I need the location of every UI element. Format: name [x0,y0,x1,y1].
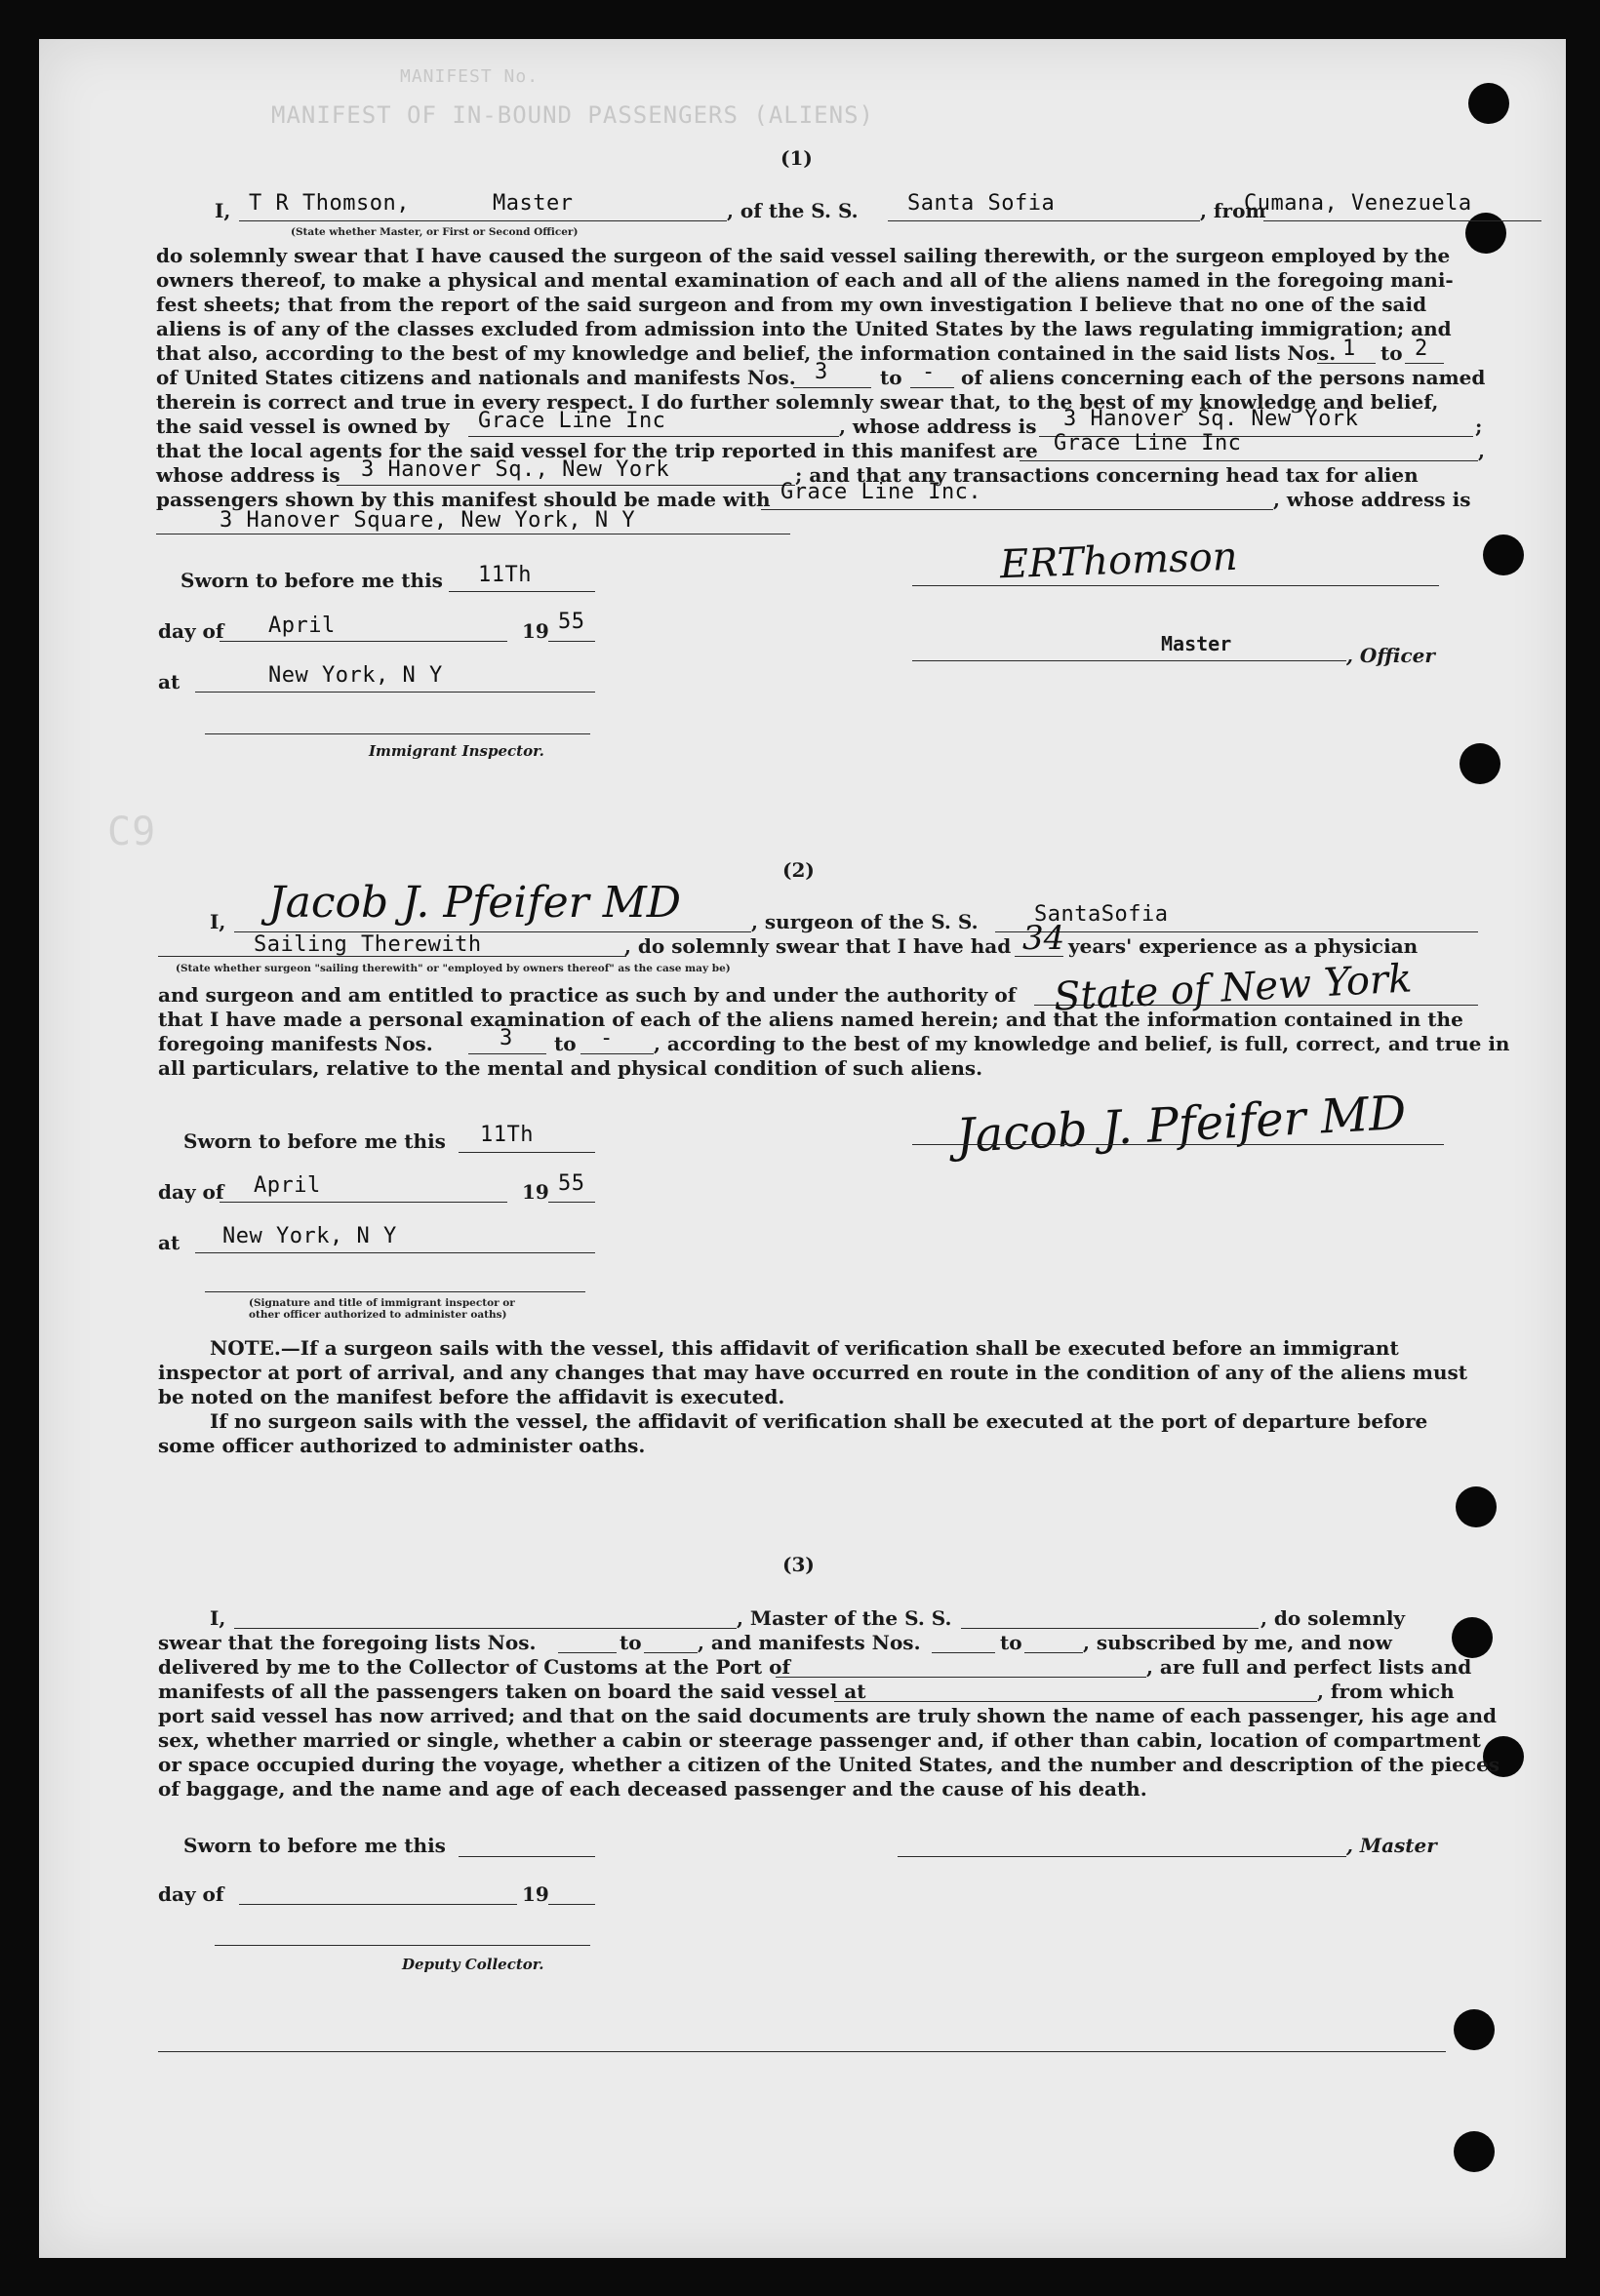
inspector-label: Immigrant Inspector. [369,742,544,760]
year-prefix: 19 [522,1180,549,1204]
para2-line5a: foregoing manifests Nos. [158,1032,433,1055]
surgeon-of-label: , surgeon of the S. S. [751,910,979,933]
section-1-number: (1) [780,146,813,170]
agents-address: 3 Hanover Sq., New York [361,457,670,482]
swear-text: , do solemnly swear that I have had [624,934,1012,958]
rule [580,1053,654,1054]
para1-line: that also, according to the best of my knowledge and belief, the information contained in the said lists Nos. [156,341,1337,365]
owned-by-label: the said vessel is owned by [156,415,450,438]
rule [912,1144,1444,1145]
punch-hole [1452,1617,1493,1658]
rule [1024,1652,1083,1653]
note-line: If no surgeon sails with the vessel, the affidavit of verification shall be executed at the port of departure before [210,1409,1428,1433]
rule [888,220,1200,221]
authority-label: and surgeon and am entitled to practice as such by and under the authority of [158,983,1017,1007]
line2e: , subscribed by me, and now [1083,1631,1392,1654]
rule [793,387,871,388]
master-title: Master [493,191,574,216]
rule [910,387,954,388]
line4b: , from which [1317,1680,1455,1703]
para3-line: port said vessel has now arrived; and that on the said documents are truly shown the name of each passenger, his age and [158,1704,1498,1727]
manifest-from: 3 [500,1026,513,1050]
rule [337,485,795,486]
rule [195,1252,595,1253]
authority: State of New York [1053,956,1414,1020]
para1-line: owners thereof, to make a physical and mental examination of each and all of the aliens named in the foregoing mani- [156,268,1454,292]
rule [205,733,590,734]
month: April [254,1173,321,1198]
para3-line: of baggage, and the name and age of each deceased passenger and the cause of his death. [158,1777,1147,1801]
place: New York, N Y [222,1224,397,1248]
manifest-to: - [600,1026,614,1050]
state-note: (State whether Master, or First or Second Officer) [291,226,579,238]
collector-label: Deputy Collector. [402,1956,544,1973]
lists-from: 1 [1342,336,1356,361]
surgeon-signature: Jacob J. Pfeifer MD [268,878,682,928]
sworn-day: 11Th [478,563,532,587]
line2b: to [620,1631,642,1654]
para1-line: do solemnly swear that I have caused the surgeon of the said vessel sailing therewith, or the surgeon employed by the [156,244,1451,267]
rule [220,1202,507,1203]
agents-label: that the local agents for the said vessel for the trip reported in this manifest are [156,439,1038,462]
manifest-to: - [922,360,936,384]
rule [644,1652,698,1653]
from-label: , from [1200,199,1266,222]
agents-address-label: whose address is [156,463,340,487]
rule [761,509,1273,510]
at-label: at [158,670,180,693]
at-label: at [158,1231,180,1254]
semicolon: ; [1475,415,1483,438]
line2c: , and manifests Nos. [698,1631,921,1654]
sig-note-1: (Signature and title of immigrant inspector or [249,1297,515,1309]
whose-address-label: , whose address is [839,415,1037,438]
punch-hole [1454,2009,1495,2050]
year-suffix: 55 [558,1171,585,1196]
rule [234,1628,737,1629]
years: 34 [1022,919,1065,958]
rule [548,1202,595,1203]
month: April [268,614,336,638]
line1a: I, [210,1606,226,1630]
punch-hole [1454,2131,1495,2172]
officer-label: , Officer [1346,644,1435,667]
rule [468,1053,546,1054]
rule [912,660,1346,661]
line1c: , do solemnly [1260,1606,1406,1630]
rule [558,1652,617,1653]
rule [239,1904,517,1905]
officer-title: Master [1161,632,1232,655]
rule [834,1701,1317,1702]
section-3-number: (3) [782,1553,815,1576]
line3b: , are full and perfect lists and [1146,1655,1472,1679]
line1b: , Master of the S. S. [737,1606,952,1630]
master-name: T R Thomson, [249,191,410,216]
years-text: years' experience as a physician [1068,934,1419,958]
punch-hole [1456,1486,1497,1527]
from-place: Cumana, Venezuela [1244,191,1472,216]
head-tax-address: 3 Hanover Square, New York, N Y [220,508,636,533]
rule [961,1628,1259,1629]
rule [459,1856,595,1857]
i-label: I, [210,910,226,933]
vessel-name: Santa Sofia [907,191,1056,216]
to-label: to [880,366,902,389]
day-of-label: day of [158,1180,224,1204]
faint-header-top: MANIFEST No. [400,66,540,87]
vessel-name: SantaSofia [1034,902,1169,927]
rule [776,1677,1146,1678]
para1-line6b: of aliens concerning each of the persons named [961,366,1486,389]
rule [215,1945,590,1946]
rule [220,641,507,642]
rule [459,1152,595,1153]
rule [205,1291,585,1292]
para2-line4: that I have made a personal examination of each of the aliens named herein; and that the information contained in the [158,1008,1463,1031]
year-prefix: 19 [522,619,549,643]
surgeon-signature-right: Jacob J. Pfeifer MD [954,1085,1408,1165]
faint-header-title: MANIFEST OF IN-BOUND PASSENGERS (ALIENS) [271,101,874,129]
punch-hole [1460,743,1500,784]
note-line: be noted on the manifest before the affidavit is executed. [158,1385,785,1408]
para1-line: fest sheets; that from the report of the said surgeon and from my own investigation I believe that no one of the said [156,293,1427,316]
punch-hole [1483,534,1524,575]
head-tax-party: Grace Line Inc. [780,480,982,504]
manifest-from: 3 [815,360,828,384]
comma: , [1478,439,1485,462]
master-signature: ERThomson [999,534,1239,588]
faint-margin-mark: C9 [107,810,157,854]
master-label: , Master [1346,1834,1437,1857]
sworn-label: Sworn to before me this [183,1129,446,1153]
year-prefix: 19 [522,1882,549,1906]
para1-line: aliens is of any of the classes excluded from admission into the United States by the laws regulating immigration; and [156,317,1452,340]
rule [912,585,1439,586]
day-of-label: day of [158,1882,224,1906]
rule [548,641,595,642]
sailing: Sailing Therewith [254,932,482,957]
line2a: swear that the foregoing lists Nos. [158,1631,537,1654]
sworn-label: Sworn to before me this [180,569,443,592]
lists-to: 2 [1415,336,1428,361]
to-label: to [554,1032,577,1055]
bottom-rule [158,2051,1446,2052]
of-the-ss: , of the S. S. [727,199,859,222]
rule [1263,220,1541,221]
owner-address: 3 Hanover Sq. New York [1063,407,1359,431]
note-line: NOTE.—If a surgeon sails with the vessel, this affidavit of verification shall be executed before an immigrant [210,1336,1399,1360]
line3a: delivered by me to the Collector of Customs at the Port of [158,1655,791,1679]
day-of-label: day of [158,619,224,643]
punch-hole [1465,213,1506,254]
head-tax-text: ; and that any transactions concerning head tax for alien [795,463,1419,487]
rule [449,591,595,592]
line4a: manifests of all the passengers taken on board the said vessel at [158,1680,866,1703]
i-label: I, [215,199,231,222]
to-label: to [1380,341,1403,365]
rule [548,1904,595,1905]
punch-hole [1468,83,1509,124]
para1-line6a: of United States citizens and nationals and manifests Nos. [156,366,796,389]
rule [195,692,595,693]
state-note: (State whether surgeon "sailing therewith" or "employed by owners thereof" as the case may be) [176,963,731,974]
head-tax-address-label: , whose address is [1273,488,1471,511]
rule [239,220,727,221]
sworn-day: 11Th [480,1123,534,1147]
para2-line5b: , according to the best of my knowledge and belief, is full, correct, and true in [654,1032,1510,1055]
para1-line7: therein is correct and true in every respect. I do further solemnly swear that, to the best of my knowledge and belief, [156,390,1439,414]
sworn-label: Sworn to before me this [183,1834,446,1857]
section-2-number: (2) [782,858,815,882]
rule [898,1856,1346,1857]
line2d: to [1000,1631,1022,1654]
rule [468,436,839,437]
document-page [39,39,1566,2258]
head-tax-label: passengers shown by this manifest should be made with [156,488,771,511]
rule [1405,363,1444,364]
para3-line: sex, whether married or single, whether a cabin or steerage passenger and, if other than cabin, location of compartment [158,1728,1481,1752]
year-suffix: 55 [558,610,585,634]
owner: Grace Line Inc [478,409,666,433]
agents: Grace Line Inc [1054,431,1242,455]
note-line: some officer authorized to administer oaths. [158,1434,646,1457]
rule [1020,460,1478,461]
sig-note-2: other officer authorized to administer oaths) [249,1309,507,1321]
place: New York, N Y [268,663,443,688]
note-line: inspector at port of arrival, and any changes that may have occurred en route in the condition of any of the aliens must [158,1361,1468,1384]
rule [932,1652,995,1653]
para2-line6: all particulars, relative to the mental and physical condition of such aliens. [158,1056,983,1080]
rule [995,931,1478,932]
para3-line: or space occupied during the voyage, whether a citizen of the United States, and the number and description of the pieces [158,1753,1500,1776]
rule [1317,363,1376,364]
